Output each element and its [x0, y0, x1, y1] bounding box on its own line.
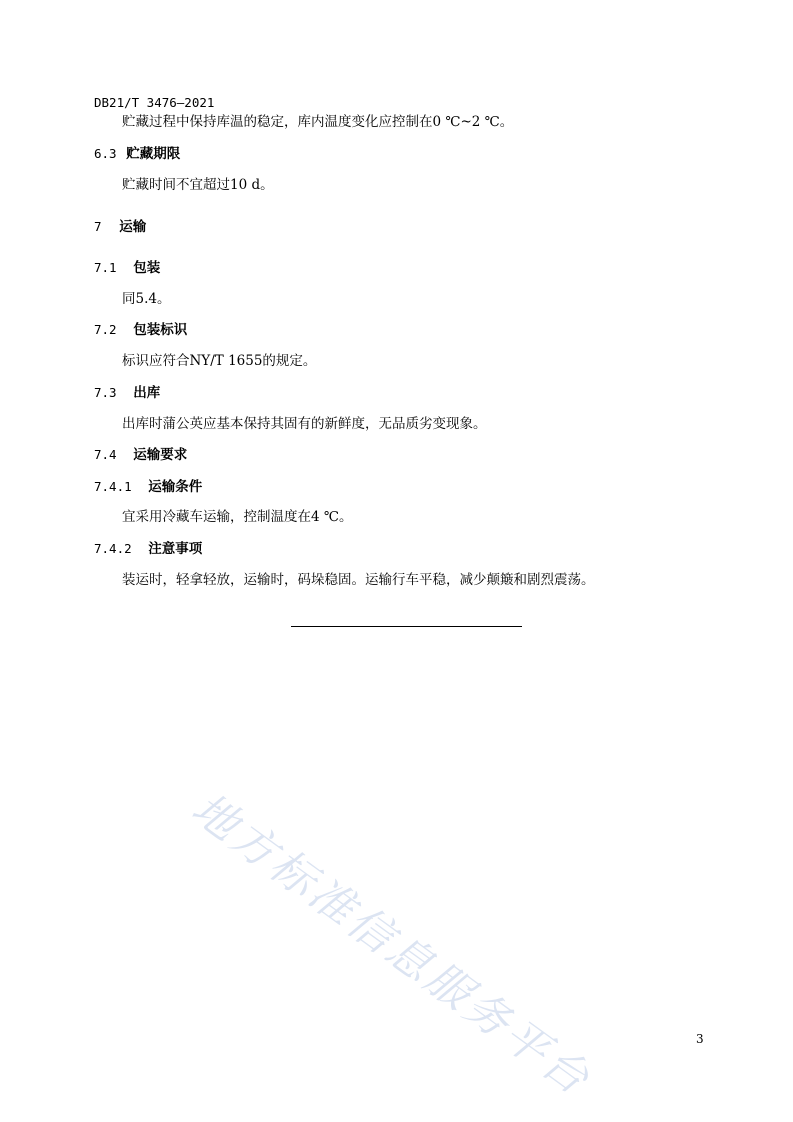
section-title: 运输条件 — [148, 479, 203, 495]
section-title: 贮藏期限 — [126, 146, 181, 162]
section-7-2-text: 标识应符合NY/T 1655的规定。 — [122, 353, 317, 369]
section-7-4-heading — [94, 449, 187, 463]
storage-temperature-paragraph: 贮藏过程中保持库温的稳定，库内温度变化应控制在0 ℃~2 ℃。 — [122, 114, 514, 130]
end-of-document-rule — [291, 626, 522, 627]
section-7-1-text: 同5.4。 — [122, 291, 171, 307]
section-number: 7.1 — [94, 260, 117, 275]
document-id-header: DB21/T 3476—2021 — [94, 95, 215, 110]
section-7-4-1-heading — [94, 481, 202, 495]
section-number: 7.4 — [94, 447, 117, 462]
section-title: 出库 — [133, 385, 161, 401]
section-7-1-heading — [94, 262, 160, 276]
section-title: 包装标识 — [133, 322, 188, 338]
section-number: 7.3 — [94, 385, 117, 400]
section-7-3-heading — [94, 387, 160, 401]
section-7-4-2-heading — [94, 543, 202, 557]
section-7-heading — [94, 221, 146, 235]
section-number: 6.3 — [94, 146, 117, 161]
section-7-4-2-text: 装运时，轻拿轻放，运输时，码垛稳固。运输行车平稳，减少颠簸和剧烈震荡。 — [122, 572, 595, 588]
section-7-3-text: 出库时蒲公英应基本保持其固有的新鲜度，无品质劣变现象。 — [122, 416, 487, 432]
section-title: 包装 — [133, 260, 161, 276]
page-number: 3 — [696, 1032, 704, 1046]
section-number: 7.2 — [94, 322, 117, 337]
section-number: 7 — [94, 219, 102, 234]
section-7-2-heading — [94, 324, 187, 338]
section-6-3-text: 贮藏时间不宜超过10 d。 — [122, 177, 274, 193]
section-number: 7.4.2 — [94, 541, 132, 556]
section-title: 运输 — [119, 219, 147, 235]
section-6-3-heading — [94, 148, 180, 162]
section-7-4-1-text: 宜采用冷藏车运输，控制温度在4 ℃。 — [122, 509, 353, 525]
watermark: 地方标准信息服务平台 — [182, 783, 601, 1107]
section-number: 7.4.1 — [94, 479, 132, 494]
section-title: 注意事项 — [148, 541, 203, 557]
section-title: 运输要求 — [133, 447, 188, 463]
